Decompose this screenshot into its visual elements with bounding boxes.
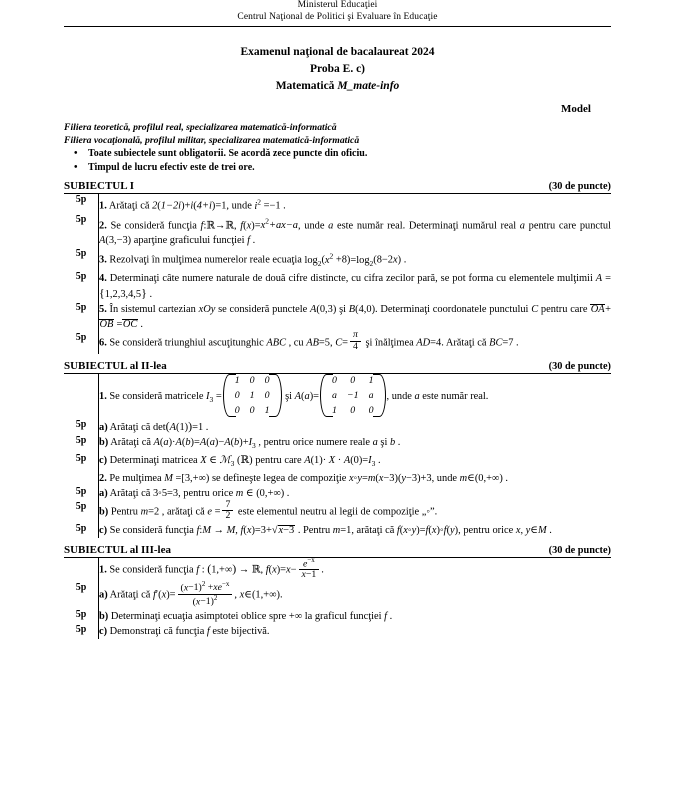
table-row — [64, 582, 611, 609]
subject-heading-2 — [64, 360, 611, 372]
points-cell — [64, 558, 99, 583]
table-row — [64, 302, 611, 332]
problem-statement: 1. Se consideră matricele $I_3$ = 1 0 0 0 1 0 0 0 1 şi A(a)= 0 0 1 a −1 a 1 0 0 , unde a este număr real. — [99, 374, 489, 416]
left-paren — [223, 373, 230, 418]
points-cell: 5p — [64, 271, 99, 302]
problem-statement: a) Arătaţi că f′(x)= $\frac{(x-1)^2 +xe^{-x}}{(x-1)^2}$ , x∈(1,+∞). — [99, 580, 283, 608]
table-row — [64, 194, 611, 214]
problem-statement: a) Arătaţi că det(A(1))=1 . — [99, 418, 209, 433]
problem-statement: a) Arătaţi că 3◦5=3, pentru orice m ∈ (0,+∞) . — [99, 487, 290, 499]
problem-statement: 5. În sistemul cartezian xOy se consideră punctele A(0,3) şi B(4,0). Determinaţi coordonatele punctului C pentru care OA+OB =OC . — [99, 303, 611, 330]
item-number: b) — [99, 436, 109, 448]
right-paren — [379, 373, 386, 418]
table-row — [64, 435, 611, 453]
item-number: 1. — [99, 564, 107, 576]
header-divider — [64, 26, 611, 27]
points-cell: 5p — [64, 435, 99, 453]
subject-title: SUBIECTUL al III-lea — [64, 544, 171, 557]
item-number: 2. — [99, 472, 107, 484]
item-number: 2. — [99, 220, 107, 232]
instructions-list — [64, 147, 611, 174]
points-cell: 5p — [64, 332, 99, 354]
table-row — [64, 332, 611, 354]
item-number: 1. — [99, 390, 107, 402]
table-row — [64, 471, 611, 486]
item-number: b) — [99, 611, 109, 623]
subject-name: Matematică — [275, 80, 338, 92]
item-number: c) — [99, 626, 108, 638]
subject-3-table — [64, 557, 611, 639]
subject-title: SUBIECTUL al II-lea — [64, 359, 167, 372]
item-number: c) — [99, 454, 108, 466]
exam-title-line-3 — [64, 78, 611, 95]
problem-statement: b) Arătaţi că $A(a)\cdot A(b)=A(a)-A(b)+I_3$ , pentru orice numere reale a şi b . — [99, 436, 401, 450]
subject-1-table — [64, 193, 611, 354]
points-cell: 5p — [64, 624, 99, 639]
points-cell: 5p — [64, 214, 99, 248]
table-row — [64, 373, 611, 419]
instruction-text: Timpul de lucru efectiv este de trei ore. — [88, 161, 255, 173]
subject-points: (30 de puncte) — [548, 360, 611, 372]
subject-points: (30 de puncte) — [548, 545, 611, 557]
item-number: 6. — [99, 337, 107, 349]
problem-statement: 1. Se consideră funcţia f : (1,+∞) → ℝ, f(x)=x− $\frac{e^{-x}}{x-1}$ . — [99, 555, 324, 581]
points-cell: 5p — [64, 302, 99, 332]
filiera-line-1: Filiera teoretică, profilul real, specializarea matematică-informatică — [64, 122, 337, 133]
problem-statement: 6. Se consideră triunghiul ascuţitunghic ABC , cu AB=5, C= $\frac{\pi}{4}$ şi înălţimea AD=4. Arătaţi că BC=7 . — [99, 329, 519, 352]
exam-title-block — [64, 44, 611, 95]
table-row — [64, 609, 611, 624]
table-row — [64, 453, 611, 471]
table-row — [64, 501, 611, 523]
points-cell — [64, 373, 99, 419]
table-row — [64, 486, 611, 501]
item-number: 4. — [99, 272, 107, 284]
model-label: Model — [561, 103, 591, 115]
list-item — [64, 147, 611, 161]
points-cell: 5p — [64, 419, 99, 435]
problem-statement: 4. Determinaţi câte numere naturale de două cifre distincte, cu cifra zecilor pară, se pot forma cu elementele mulţimii A ={1,2,3,4,5} . — [99, 272, 611, 300]
points-cell: 5p — [64, 609, 99, 624]
points-cell: 5p — [64, 582, 99, 609]
points-cell: 5p — [64, 523, 99, 538]
item-number: a) — [99, 590, 108, 602]
points-cell — [64, 471, 99, 486]
table-row — [64, 248, 611, 271]
item-number: a) — [99, 421, 108, 433]
ministry-header — [64, 0, 611, 23]
subject-points: (30 de puncte) — [548, 181, 611, 193]
problem-statement: 3. Rezolvaţi în mulţimea numerelor reale ecuaţia $\log_2(x^2 +8)=\log_2(8-2x)$ . — [99, 251, 407, 268]
bullet-icon: • — [74, 148, 78, 160]
table-row — [64, 271, 611, 302]
matrix-i3: 1 0 0 0 1 0 0 0 1 — [223, 373, 282, 418]
bullet-icon: • — [74, 161, 78, 173]
item-number: a) — [99, 487, 108, 499]
problem-statement: c) Se consideră funcţia f:M → M, f(x)=3+√x−3 . Pentru m=1, arătaţi că f(x◦y)=f(x)◦f(y), pentru orice x, y∈M . — [99, 525, 552, 537]
points-cell: 5p — [64, 453, 99, 471]
table-row — [64, 214, 611, 248]
problem-statement: 2. Pe mulţimea M =[3,+∞) se defineşte legea de compoziţie x◦y=m(x−3)(y−3)+3, unde m∈(0,+∞) . — [99, 472, 509, 484]
problem-statement: c) Determinaţi matricea X ∈ ℳ$_3$ (ℝ) pentru care $A(1)\cdot X \cdot A(0)=I_3$ . — [99, 453, 381, 468]
points-cell: 5p — [64, 194, 99, 214]
subject-heading-3 — [64, 544, 611, 556]
table-row — [64, 624, 611, 639]
item-number: c) — [99, 525, 108, 537]
filiera-line-2: Filiera vocaţională, profilul militar, specializarea matematică-informatică — [64, 134, 360, 146]
points-cell: 5p — [64, 486, 99, 501]
item-number: 5. — [99, 303, 107, 315]
right-paren — [275, 373, 282, 418]
instruction-text: Toate subiectele sunt obligatorii. Se acordă zece puncte din oficiu. — [88, 148, 368, 160]
subject-title: SUBIECTUL I — [64, 180, 135, 193]
problem-statement: b) Pentru m=2 , arătaţi că e = $\frac{7}{2}$ este elementul neutru al legii de compoziţie „◦”. — [99, 498, 438, 522]
matrix-a-of-a: 0 0 1 a −1 a 1 0 0 — [320, 373, 385, 418]
exam-title-line-1: Examenul naţional de bacalaureat 2024 — [240, 46, 435, 58]
points-cell: 5p — [64, 501, 99, 523]
subject-heading-1 — [64, 180, 611, 192]
problem-statement: c) Demonstraţi că funcţia f este bijectivă. — [99, 626, 270, 638]
item-number: 1. — [99, 200, 107, 212]
ministry-line-2: Centrul Naţional de Politici şi Evaluare în Educaţie — [237, 11, 438, 22]
problem-statement: b) Determinaţi ecuaţia asimptotei oblice spre +∞ la graficul funcţiei f . — [99, 611, 393, 623]
table-row — [64, 523, 611, 538]
page-content — [64, 0, 611, 639]
item-number: b) — [99, 506, 109, 518]
ministry-line-1: Ministerul Educaţiei — [297, 0, 378, 10]
table-row — [64, 419, 611, 435]
problem-statement: 2. Se consideră funcţia f:ℝ→ℝ, $f(x)=x^2+ax-a$, unde a este număr real. Determinaţi numărul real a pentru care punctul A(3,−3) aparţine graficului funcţiei f . — [99, 216, 611, 247]
filiera-block — [64, 122, 611, 147]
table-row — [64, 558, 611, 583]
points-cell: 5p — [64, 248, 99, 271]
problem-statement: 1. Arătaţi că 2(1−2i)+i(4+i)=1, unde $i^2 =-1$ . — [99, 197, 286, 212]
list-item — [64, 161, 611, 175]
left-paren — [320, 373, 327, 418]
exam-title-line-2: Proba E. c) — [309, 63, 366, 75]
exam-code: M_mate-info — [337, 80, 400, 92]
subject-2-table — [64, 373, 611, 538]
item-number: 3. — [99, 254, 107, 266]
